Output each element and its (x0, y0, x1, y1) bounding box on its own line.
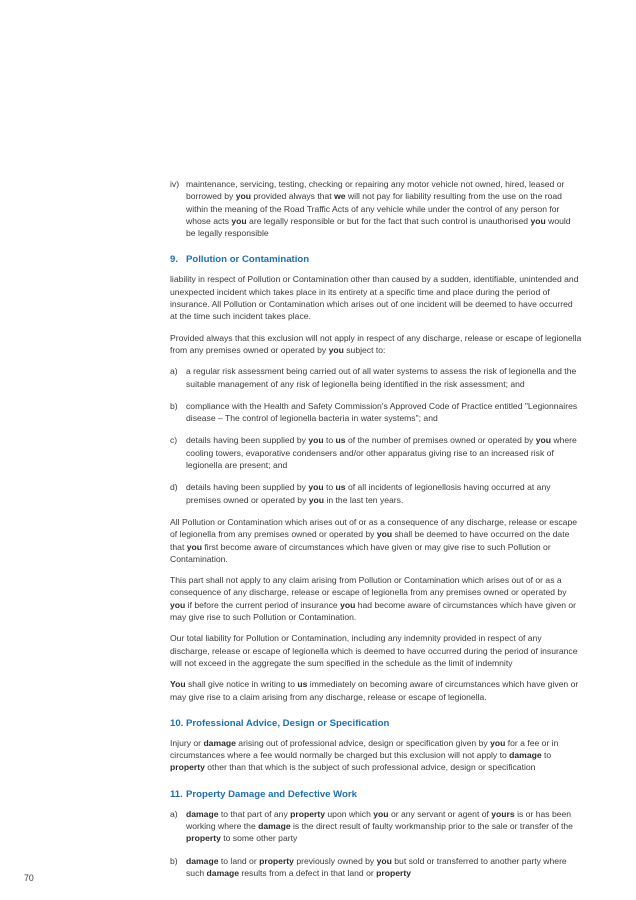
body-paragraph: You shall give notice in writing to us immediately on becoming aware of circumstances which have given or may give rise to a claim arising from any discharge, release or escape of legionella. (170, 679, 579, 702)
list-item-text: details having been supplied by you to us of the number of premises owned or operated by you where cooling towers, evaporative condensers and/or other apparatus giving rise to an increased risk of legionella are present; and (186, 435, 577, 471)
list-item-text: damage to land or property previously owned by you but sold or transferred to another party where such damage results from a defect in that land or property (186, 855, 567, 878)
section-heading-9 (170, 254, 582, 266)
list-item-b (170, 400, 582, 425)
body-paragraph: Provided always that this exclusion will not apply in respect of any discharge, release or escape of legionella from any premises owned or operated by you subject to: (170, 332, 582, 355)
section-heading-10 (170, 718, 582, 730)
body-paragraph: Injury or damage arising out of professional advice, design or specification given by you for a fee or in circumstances where a fee would normally be charged but this exclusion will not apply to damage to property other than that which is the subject of such professional advice, design or specification (170, 737, 559, 773)
list-item-a (170, 365, 582, 390)
list-item-b (170, 855, 582, 880)
section-title: Pollution or Contamination (186, 254, 310, 266)
body-paragraph: All Pollution or Contamination which arises out of or as a consequence of any discharge, release or escape of legionella from any premises owned or operated by you shall be deemed to have occurred on the date that you first become aware of circumstances which have given or may give rise to such Pollution or Contamination. (170, 516, 578, 564)
list-item-label: d) (170, 482, 178, 493)
body-paragraph: Our total liability for Pollution or Contamination, including any indemnity provided in respect of any discharge, release or escape of legionella which is deemed to have occurred during the period of insurance will not exceed in the aggregate the sum specified in the schedule as the limit of indemnity (170, 633, 578, 668)
section-number: 9. (170, 254, 179, 266)
list-item-a (170, 808, 582, 845)
section-heading-11 (170, 789, 582, 801)
document-content (170, 178, 582, 889)
body-paragraph: This part shall not apply to any claim arising from Pollution or Contamination which arises out of or as a consequence of any discharge, release or escape of legionella from any premises owned or operated by you if before the current period of insurance you had become aware of circumstances which have given or may give rise to such Pollution or Contamination. (170, 575, 577, 623)
section-number: 10. (170, 717, 184, 729)
lettered-list (170, 808, 582, 879)
list-item-text: maintenance, servicing, testing, checking or repairing any motor vehicle not owned, hired, leased or borrowed by you provided always that we will not pay for liability resulting from the use on the road within the meaning of the Road Traffic Acts of any vehicle while under the control of any person for whose acts you are legally responsible or but for the fact that such control is unauthorised you would be legally responsible (186, 179, 571, 239)
list-item-label: b) (170, 855, 178, 866)
list-item-c (170, 434, 582, 471)
list-item-label: a) (170, 366, 178, 377)
list-item-label: a) (170, 808, 178, 819)
section-title: Professional Advice, Design or Specification (186, 717, 390, 729)
list-item-label: b) (170, 400, 178, 411)
list-item-iv (170, 178, 582, 239)
list-item-label: iv) (170, 179, 180, 189)
list-item-text: compliance with the Health and Safety Commission's Approved Code of Practice entitled "Legionnaires disease – The control of legionella bacteria in water systems"; and (186, 400, 578, 424)
list-item-label: c) (170, 435, 178, 446)
list-item-text: details having been supplied by you to us of all incidents of legionellosis having occurred at any premises owned or operated by you in the last ten years. (186, 482, 551, 505)
body-paragraph: liability in respect of Pollution or Contamination other than caused by a sudden, identifiable, unintended and unexpected incident which takes place in its entirety at a specific time and place during the period of insurance. All Pollution or Contamination which arises out of one incident will be deemed to have occurred at the time such incident takes place. (170, 274, 579, 322)
lettered-list (170, 365, 582, 506)
section-title: Property Damage and Defective Work (186, 788, 357, 800)
list-item-d (170, 481, 582, 506)
section-number: 11. (170, 788, 183, 800)
page-number: 70 (24, 873, 34, 883)
list-item-text: damage to that part of any property upon which you or any servant or agent of yours is or has been working where the damage is the direct result of faulty workmanship prior to the sale or transfer of the property to some other party (186, 808, 573, 844)
list-item-text: a regular risk assessment being carried out of all water systems to assess the risk of legionella and the suitable management of any risk of legionella being identified in the risk assessment; and (186, 366, 577, 389)
